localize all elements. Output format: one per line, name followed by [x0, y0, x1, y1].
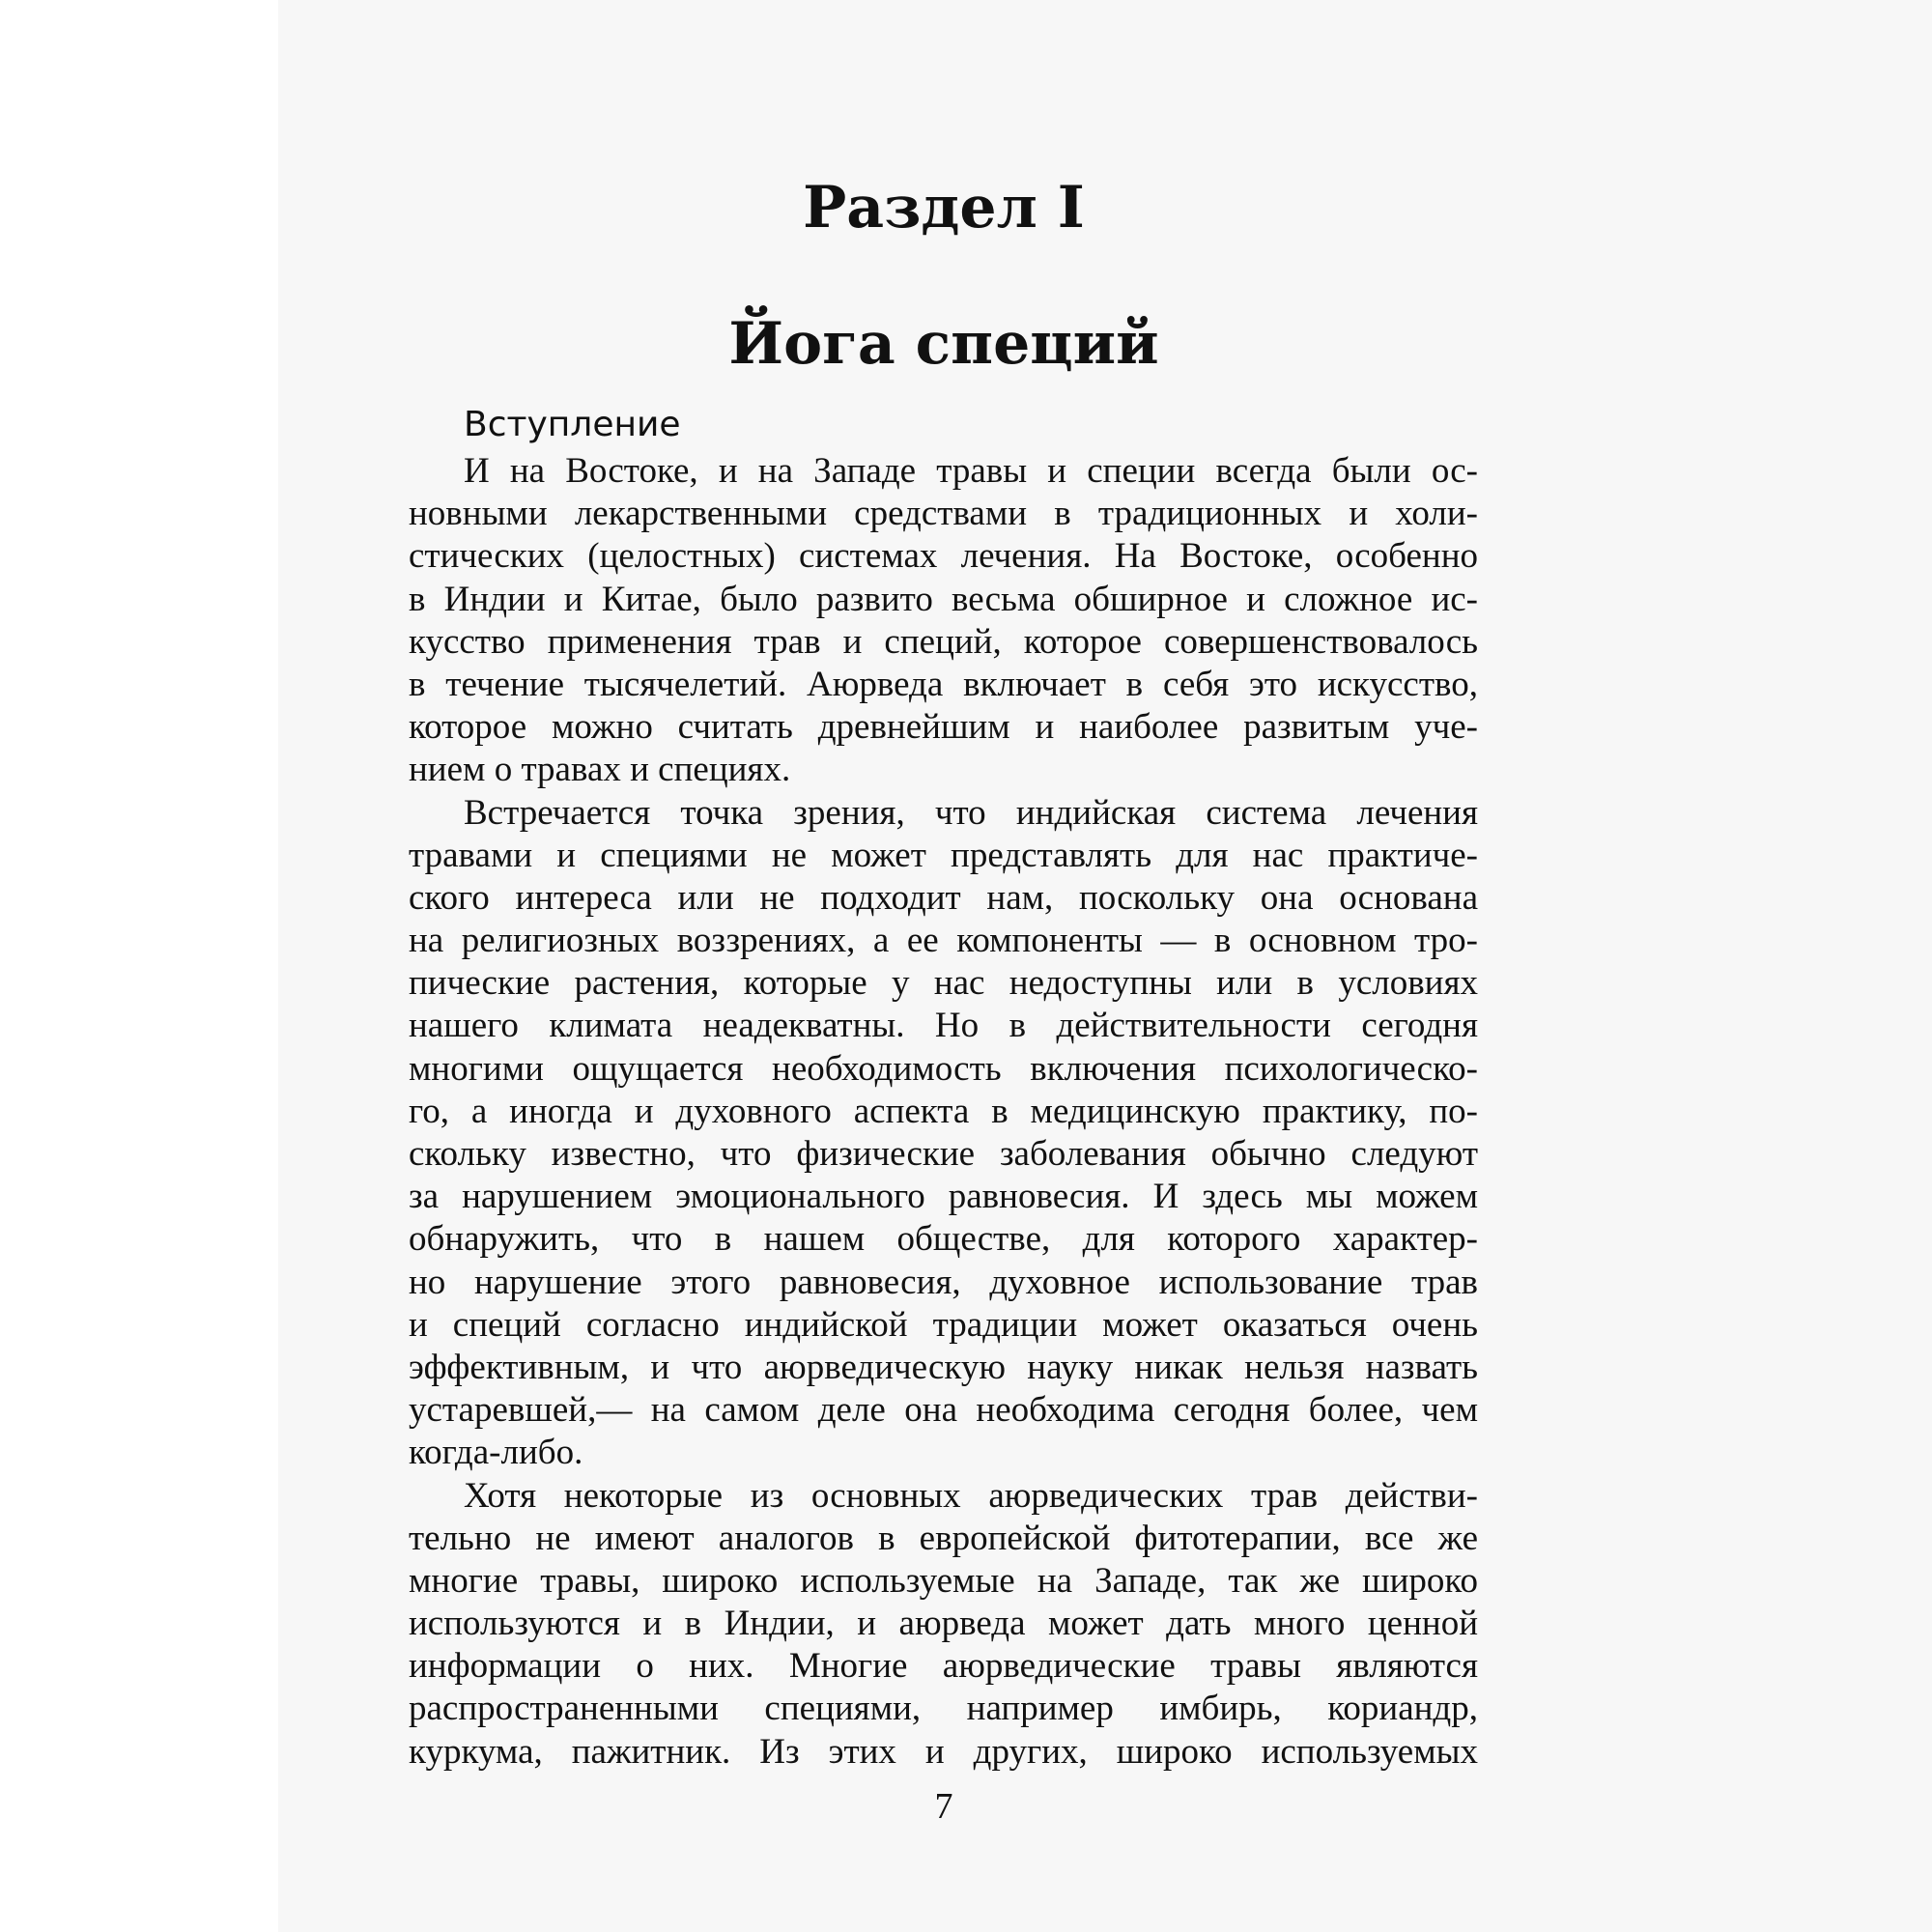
- text-line: нием о травах и специях.: [409, 750, 791, 790]
- text-line: устаревшей,— на самом деле она необходима сегодня более, чем: [409, 1390, 1478, 1431]
- paragraph-3: [409, 1475, 1478, 1774]
- text-line: скольку известно, что физические заболевания обычно следуют: [409, 1134, 1478, 1174]
- text-line: го, а иногда и духовного аспекта в медицинскую практику, по-: [409, 1091, 1478, 1131]
- text-line: распространенными специями, например имбирь, кориандр,: [409, 1689, 1478, 1729]
- chapter-title: Йога специй: [728, 310, 1159, 378]
- text-line: за нарушением эмоционального равновесия. И здесь мы можем: [409, 1177, 1478, 1217]
- text-line: Встречается точка зрения, что индийская система лечения: [464, 792, 1478, 833]
- text-line: кусство применения трав и специй, которое совершенствовалось: [409, 621, 1478, 662]
- text-line: обнаружить, что в нашем обществе, для которого характер-: [409, 1219, 1478, 1260]
- text-line: тельно не имеют аналогов в европейской фитотерапии, все же: [409, 1518, 1478, 1558]
- text-line: которое можно считать древнейшим и наиболее развитым уче-: [409, 707, 1478, 748]
- text-line: в Индии и Китае, было развито весьма обширное и сложное ис-: [409, 579, 1478, 619]
- text-line: в течение тысячелетий. Аюрведа включает в себя это искусство,: [409, 664, 1478, 704]
- text-line: И на Востоке, и на Западе травы и специи всегда были ос-: [464, 451, 1478, 491]
- text-line: Хотя некоторые из основных аюрведических трав действи-: [464, 1475, 1478, 1516]
- text-line: информации о них. Многие аюрведические травы являются: [409, 1646, 1478, 1687]
- text-line: стических (целостных) системах лечения. На Востоке, особенно: [409, 536, 1478, 577]
- section-title: Раздел I: [803, 174, 1085, 242]
- text-line: куркума, пажитник. Из этих и других, широко используемых: [409, 1731, 1478, 1772]
- text-line: многие травы, широко используемые на Западе, так же широко: [409, 1560, 1478, 1601]
- text-line: новными лекарственными средствами в традиционных и холи-: [409, 494, 1478, 534]
- text-line: ского интереса или не подходит нам, поскольку она основана: [409, 877, 1478, 918]
- page-number: 7: [934, 1786, 953, 1827]
- text-line: эффективным, и что аюрведическую науку никак нельзя назвать: [409, 1347, 1478, 1387]
- text-line: когда-либо.: [409, 1433, 583, 1473]
- text-line: многими ощущается необходимость включения психологическо-: [409, 1048, 1478, 1089]
- text-line: используются и в Индии, и аюрведа может дать много ценной: [409, 1604, 1478, 1644]
- paragraph-2: [409, 792, 1478, 1475]
- paragraph-1: [409, 450, 1478, 792]
- text-line: травами и специями не может представлять для нас практиче-: [409, 835, 1478, 875]
- text-line: нашего климата неадекватны. Но в действительности сегодня: [409, 1006, 1478, 1046]
- subheading: Вступление: [464, 405, 681, 444]
- text-line: пические растения, которые у нас недоступны или в условиях: [409, 963, 1478, 1004]
- text-line: но нарушение этого равновесия, духовное использование трав: [409, 1262, 1478, 1302]
- body-text: [409, 450, 1478, 1774]
- text-line: на религиозных воззрениях, а ее компоненты — в основном тро-: [409, 921, 1478, 961]
- text-line: и специй согласно индийской традиции может оказаться очень: [409, 1304, 1478, 1345]
